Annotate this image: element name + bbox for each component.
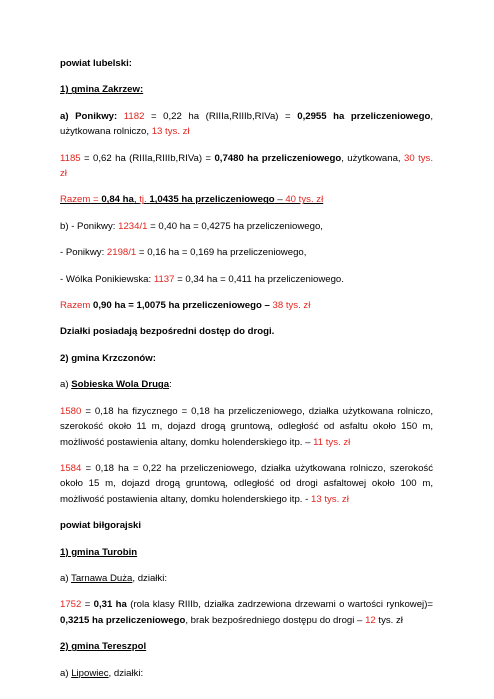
paragraph-access-note: Działki posiadają bezpośredni dostęp do drogi. <box>60 326 275 338</box>
paragraph-razem-1: Razem = 0,84 ha, tj. 1,0435 ha przeliczeniowego – 40 tys. zł <box>60 194 324 206</box>
paragraph-razem-2: Razem 0,90 ha = 1,0075 ha przeliczeniowego – 38 tys. zł <box>60 300 311 312</box>
paragraph-ponikwy-2198: - Ponikwy: 2198/1 = 0,16 ha = 0,169 ha przeliczeniowego, <box>60 247 307 259</box>
document-page <box>60 56 433 692</box>
paragraph-1584: 1584 = 0,18 ha = 0,22 ha przeliczeniowego, działka użytkowana rolniczo, szerokość około 15 m, dojazd drogą gruntową, odległość od drogi asfaltowej około 100 m, możliwość postawienia altany, domku holenderskiego itp. - 13 tys. zł <box>60 462 433 505</box>
paragraph-1185: 1185 = 0,62 ha (RIIIa,RIIIb,RIVa) = 0,7480 ha przeliczeniowego, użytkowana, 30 tys. zł <box>60 152 433 180</box>
paragraph-sobieska-wola: a) Sobieska Wola Druga: <box>60 379 172 391</box>
heading-gmina-turobin: 1) gmina Turobin <box>60 546 138 558</box>
heading-powiat-bilgorajski: powiat biłgorajski <box>60 520 142 532</box>
paragraph-1580: 1580 = 0,18 ha fizycznego = 0,18 ha przeliczeniowego, działka użytkowana rolniczo, szerokość około 11 m, dojazd drogą gruntową, odległość od asfaltu około 150 m, możliwość postawienia altany, domku holenderskiego itp. – 11 tys. zł <box>60 405 433 448</box>
paragraph-lipowiec: a) Lipowiec, działki: <box>60 667 144 679</box>
heading-powiat-lubelski: powiat lubelski: <box>60 58 132 69</box>
heading-gmina-zakrzew: 1) gmina Zakrzew: <box>60 84 144 96</box>
paragraph-1752: 1752 = 0,31 ha (rola klasy RIIIb, działka zadrzewiona drzewami o wartości rynkowej)= 0,3215 ha przeliczeniowego, brak bezpośredniego dostępu do drogi – 12 tys. zł <box>60 599 433 626</box>
paragraph-wolka-ponikiewska: - Wólka Ponikiewska: 1137 = 0,34 ha = 0,411 ha przeliczeniowego. <box>60 273 344 285</box>
heading-gmina-tereszpol: 2) gmina Tereszpol <box>60 641 147 653</box>
paragraph-ponikwy-1234: b) - Ponikwy: 1234/1 = 0,40 ha = 0,4275 ha przeliczeniowego, <box>60 220 323 232</box>
paragraph-ponikwy-1182: a) Ponikwy: 1182 = 0,22 ha (RIIIa,RIIIb,RIVa) = 0,2955 ha przeliczeniowego, użytkowana rolniczo, 13 tys. zł <box>60 110 434 138</box>
heading-gmina-krzczonow: 2) gmina Krzczonów: <box>60 352 156 364</box>
paragraph-tarnawa-duza: a) Tarnawa Duża, działki: <box>60 572 168 584</box>
